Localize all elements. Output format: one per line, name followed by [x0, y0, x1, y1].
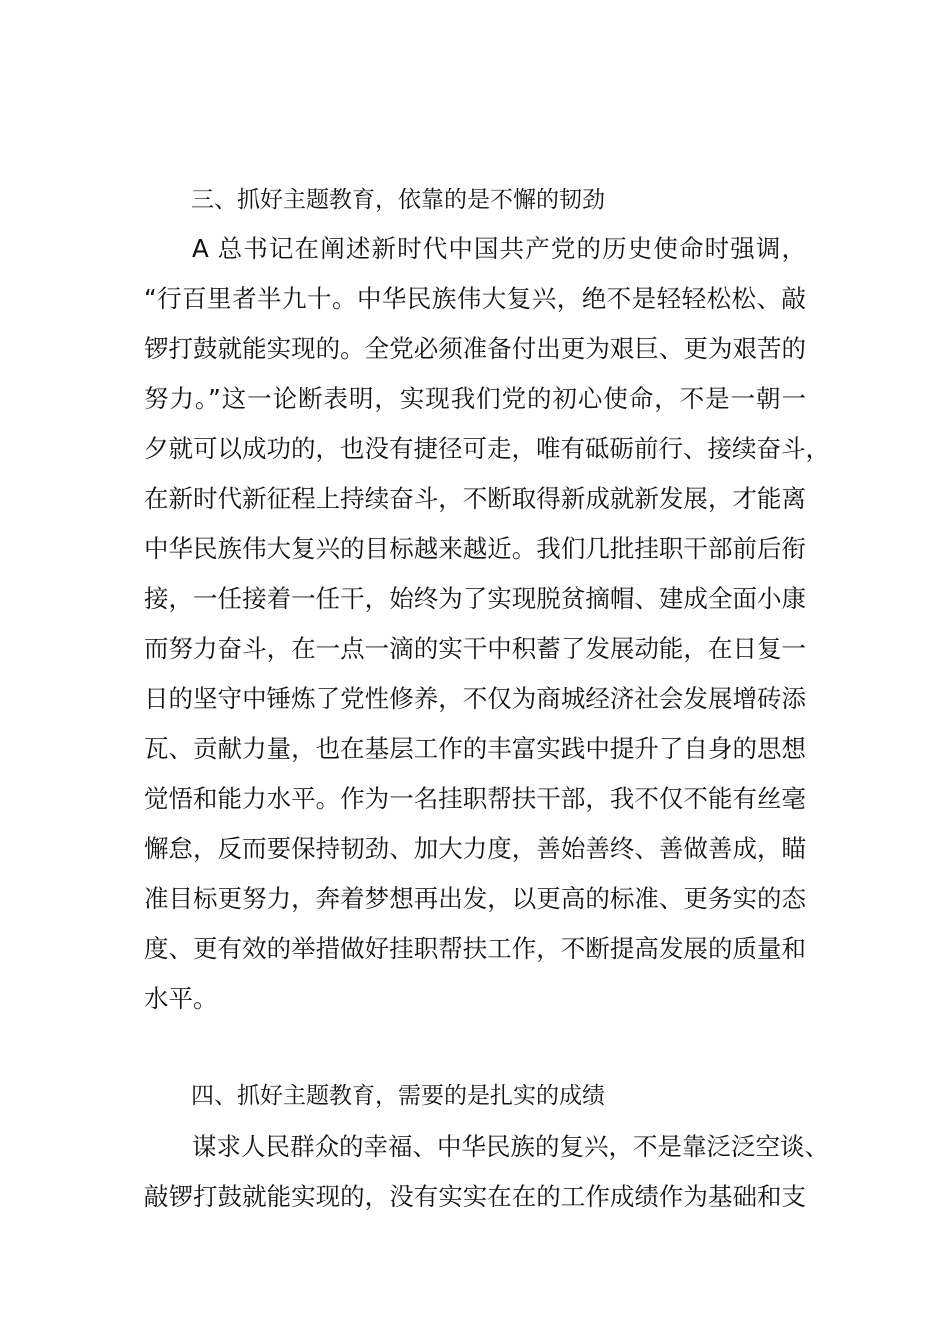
section-3-line: A 总书记在阐述新时代中国共产党的历史使命时强调，: [192, 234, 806, 263]
section-3-line: 日的坚守中锤炼了党性修养，不仅为商城经济社会发展增砖添: [144, 684, 806, 713]
section-3-line: 夕就可以成功的，也没有捷径可走，唯有砥砺前行、接续奋斗，: [144, 434, 830, 463]
section-3-line: 而努力奋斗，在一点一滴的实干中积蓄了发展动能，在日复一: [144, 634, 806, 663]
section-4-heading: 四、抓好主题教育，需要的是扎实的成绩: [191, 1083, 605, 1109]
section-4-line: 敲锣打鼓就能实现的，没有实实在在的工作成绩作为基础和支: [144, 1182, 806, 1211]
section-3-line: “行百里者半九十。中华民族伟大复兴，绝不是轻轻松松、敲: [144, 284, 806, 313]
section-4-line: 谋求人民群众的幸福、中华民族的复兴，不是靠泛泛空谈、: [192, 1132, 829, 1161]
section-3-line: 接，一任接着一任干，始终为了实现脱贫摘帽、建成全面小康: [144, 584, 806, 613]
section-3-heading: 三、抓好主题教育，依靠的是不懈的韧劲: [191, 187, 605, 213]
section-3-line: 水平。: [144, 984, 218, 1013]
section-3-line: 觉悟和能力水平。作为一名挂职帮扶干部，我不仅不能有丝毫: [144, 784, 806, 813]
section-3-line: 在新时代新征程上持续奋斗，不断取得新成就新发展，才能离: [144, 484, 806, 513]
section-3-line: 努力。”这一论断表明，实现我们党的初心使命，不是一朝一: [144, 384, 806, 413]
section-3-line: 中华民族伟大复兴的目标越来越近。我们几批挂职干部前后衔: [144, 534, 806, 563]
section-3-line: 瓦、贡献力量，也在基层工作的丰富实践中提升了自身的思想: [144, 734, 806, 763]
section-3-line: 懈怠，反而要保持韧劲、加大力度，善始善终、善做善成，瞄: [144, 834, 806, 863]
section-3-line: 准目标更努力，奔着梦想再出发，以更高的标准、更务实的态: [144, 884, 806, 913]
section-3-line: 锣打鼓就能实现的。全党必须准备付出更为艰巨、更为艰苦的: [144, 334, 806, 363]
section-3-line: 度、更有效的举措做好挂职帮扶工作，不断提高发展的质量和: [144, 934, 806, 963]
